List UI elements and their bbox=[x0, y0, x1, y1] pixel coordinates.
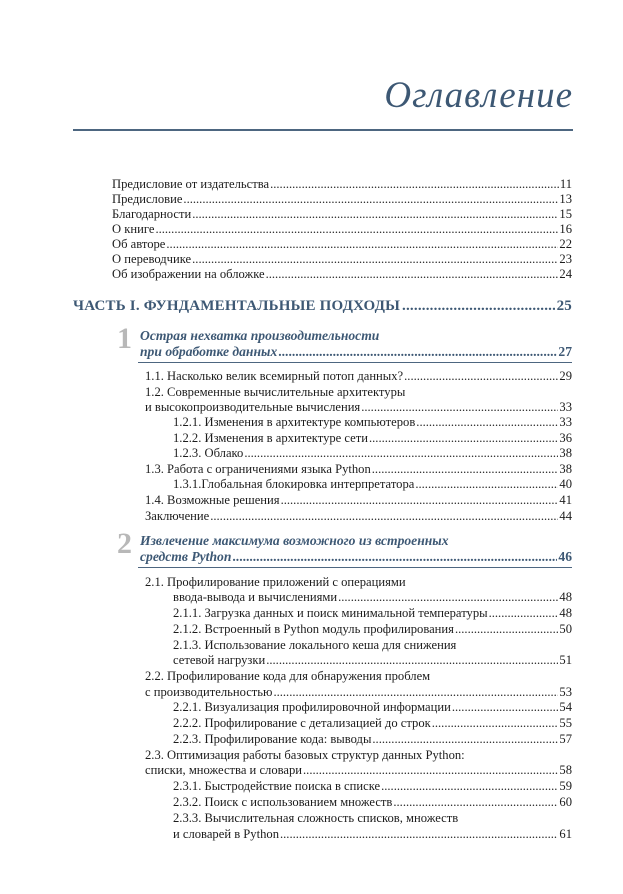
chapter-1-title-line1[interactable]: Острая нехватка производительности bbox=[140, 328, 380, 343]
toc-entry-ch1-5[interactable]: 1.3. Работа с ограничениями языка Python ..... 38 bbox=[145, 462, 572, 476]
toc-entry-front-5[interactable]: О переводчике ..... 23 bbox=[112, 252, 572, 266]
page-title: Оглавление bbox=[384, 75, 573, 116]
toc-entry-ch1-0[interactable]: 1.1. Насколько велик всемирный потоп данных? ..... 29 bbox=[145, 369, 572, 383]
chapter-1-rule bbox=[138, 362, 572, 363]
toc-entry-ch2-6[interactable]: 2.2.2. Профилирование с детализацией до строк ..... 55 bbox=[173, 716, 572, 730]
toc-entry-ch2-0[interactable]: ввода-вывода и вычислениями ..... 48 bbox=[173, 590, 572, 604]
toc-entry-ch1-1[interactable]: и высокопроизводительные вычисления ..... 33 bbox=[145, 400, 572, 414]
toc-entry-ch1-3[interactable]: 1.2.2. Изменения в архитектуре сети ..... 36 bbox=[173, 431, 572, 445]
chapter-1-number: 1 bbox=[117, 322, 132, 355]
toc-entry-ch2-11[interactable]: и словарей в Python ..... 61 bbox=[173, 827, 572, 841]
toc-entry-ch2-10[interactable]: 2.3.2. Поиск с использованием множеств ..... 60 bbox=[173, 795, 572, 809]
toc-entry-ch2-8[interactable]: списки, множества и словари ..... 58 bbox=[145, 763, 572, 777]
toc-entry-front-1[interactable]: Предисловие ..... 13 bbox=[112, 192, 572, 206]
toc-entry-ch2-3[interactable]: сетевой нагрузки ..... 51 bbox=[173, 653, 572, 667]
toc-entry-ch1-1-line1[interactable]: 1.2. Современные вычислительные архитектуры bbox=[145, 385, 406, 399]
chapter-2-title-line2[interactable]: средств Python ..... 46 bbox=[140, 549, 572, 565]
chapter-2-number: 2 bbox=[117, 527, 132, 560]
toc-entry-ch2-2[interactable]: 2.1.2. Встроенный в Python модуль профилирования ..... 50 bbox=[173, 622, 572, 636]
toc-entry-ch2-8-line1[interactable]: 2.3. Оптимизация работы базовых структур данных Python: bbox=[145, 748, 465, 762]
toc-entry-ch2-4-line1[interactable]: 2.2. Профилирование кода для обнаружения проблем bbox=[145, 669, 431, 683]
toc-entry-ch2-4[interactable]: с производительностью ..... 53 bbox=[145, 685, 572, 699]
toc-entry-ch2-5[interactable]: 2.2.1. Визуализация профилировочной информации ..... 54 bbox=[173, 700, 572, 714]
chapter-2-rule bbox=[138, 567, 572, 568]
toc-entry-ch1-6[interactable]: 1.3.1.Глобальная блокировка интерпретатора ..... 40 bbox=[173, 477, 572, 491]
title-rule bbox=[73, 129, 573, 131]
toc-entry-front-6[interactable]: Об изображении на обложке ..... 24 bbox=[112, 267, 572, 281]
toc-entry-ch1-7[interactable]: 1.4. Возможные решения ..... 41 bbox=[145, 493, 572, 507]
toc-entry-ch1-2[interactable]: 1.2.1. Изменения в архитектуре компьютеров ..... 33 bbox=[173, 415, 572, 429]
toc-entry-ch2-11-line1[interactable]: 2.3.3. Вычислительная сложность списков, множеств bbox=[173, 811, 459, 825]
toc-entry-ch2-0-line1[interactable]: 2.1. Профилирование приложений с операциями bbox=[145, 575, 406, 589]
chapter-1-title-line2[interactable]: при обработке данных ..... 27 bbox=[140, 344, 572, 360]
toc-entry-front-0[interactable]: Предисловие от издательства ..... 11 bbox=[112, 177, 572, 191]
toc-entry-ch1-8[interactable]: Заключение ..... 44 bbox=[145, 509, 572, 523]
toc-part-1[interactable]: ЧАСТЬ I. ФУНДАМЕНТАЛЬНЫЕ ПОДХОДЫ ..... 25 bbox=[73, 298, 572, 315]
toc-entry-ch2-3-line1[interactable]: 2.1.3. Использование локального кеша для снижения bbox=[173, 638, 457, 652]
chapter-2-title-line1[interactable]: Извлечение максимума возможного из встроенных bbox=[140, 533, 449, 548]
toc-entry-ch2-7[interactable]: 2.2.3. Профилирование кода: выводы ..... 57 bbox=[173, 732, 572, 746]
toc-entry-ch2-1[interactable]: 2.1.1. Загрузка данных и поиск минимальной температуры ..... 48 bbox=[173, 606, 572, 620]
toc-entry-ch2-9[interactable]: 2.3.1. Быстродействие поиска в списке ..... 59 bbox=[173, 779, 572, 793]
toc-entry-front-3[interactable]: О книге ..... 16 bbox=[112, 222, 572, 236]
toc-entry-front-2[interactable]: Благодарности ..... 15 bbox=[112, 207, 572, 221]
toc-entry-front-4[interactable]: Об авторе ..... 22 bbox=[112, 237, 572, 251]
toc-entry-ch1-4[interactable]: 1.2.3. Облако ..... 38 bbox=[173, 446, 572, 460]
